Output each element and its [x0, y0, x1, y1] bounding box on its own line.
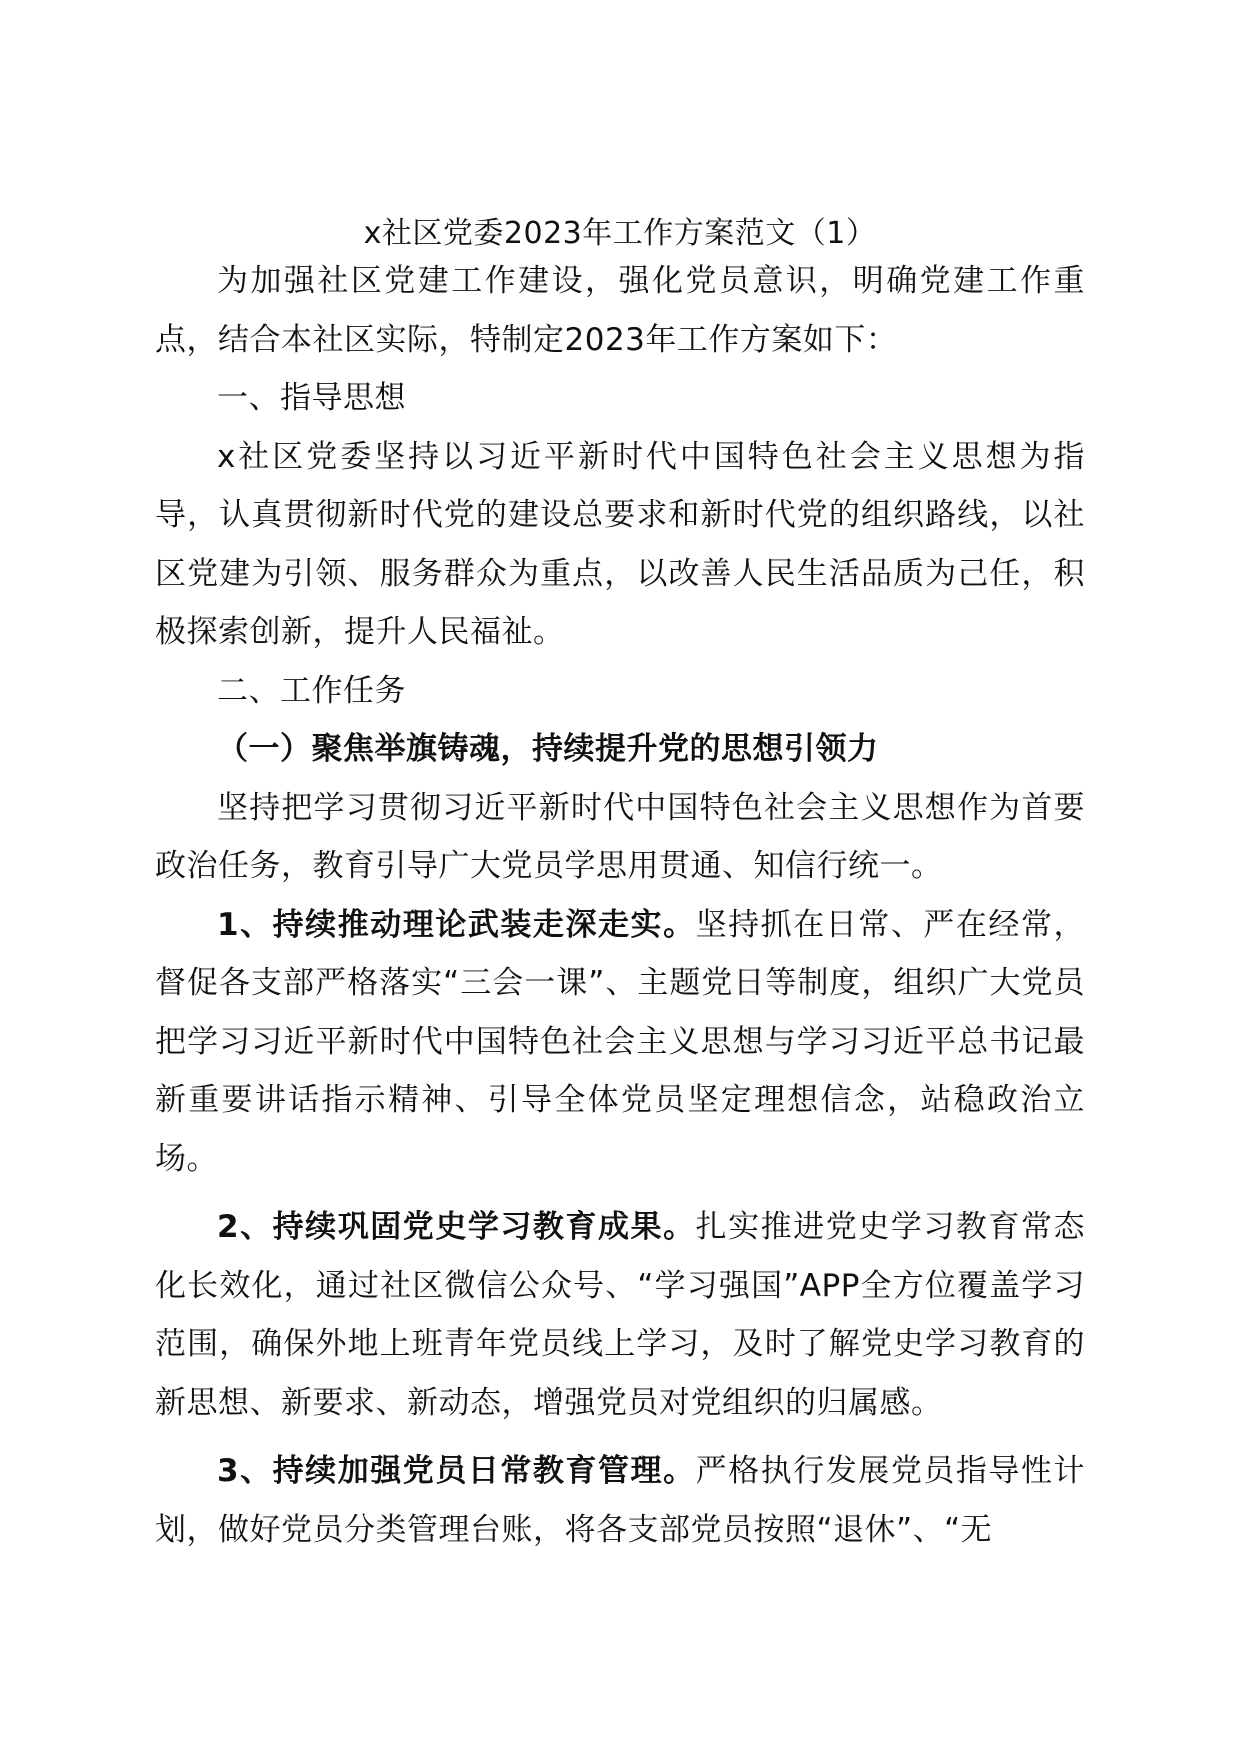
task-item-3-title: 3、持续加强党员日常教育管理。	[217, 1453, 696, 1489]
task-item-1-title: 1、持续推动理论武装走深走实。	[217, 906, 696, 943]
document-body	[155, 252, 1085, 1559]
guiding-thought-paragraph: x社区党委坚持以习近平新时代中国特色社会主义思想为指导，认真贯彻新时代党的建设总要求和新时代党的组织路线，以社区党建为引领、服务群众为重点，以改善人民生活品质为己任，积极探索创新，提升人民福祉。	[155, 438, 1085, 650]
task-item-3-text: 严格执行发展党员指导性计划，做好党员分类管理台账，将各支部党员按照“退休”、“无	[155, 1453, 1085, 1548]
task-item-1-text: 坚持抓在日常、严在经常，督促各支部严格落实“三会一课”、主题党日等制度，组织广大党员把学习习近平新时代中国特色社会主义思想与学习习近平总书记最新重要讲话指示精神、引导全体党员坚定理想信念，站稳政治立场。	[155, 906, 1085, 1177]
subsection-heading-1: （一）聚焦举旗铸魂，持续提升党的思想引领力	[217, 731, 879, 767]
task-item-1	[155, 896, 1085, 1189]
intro-paragraph: 为加强社区党建工作建设，强化党员意识，明确党建工作重点，结合本社区实际，特制定2023年工作方案如下：	[155, 263, 1085, 358]
task-item-3	[155, 1442, 1085, 1559]
section-heading-guiding-thought: 一、指导思想	[217, 380, 406, 416]
section-heading-work-tasks: 二、工作任务	[217, 672, 406, 709]
document-title: x社区党委2023年工作方案范文（1）	[363, 216, 877, 251]
task-item-2	[155, 1198, 1085, 1432]
subsection-1-paragraph: 坚持把学习贯彻习近平新时代中国特色社会主义思想作为首要政治任务，教育引导广大党员学思用贯通、知信行统一。	[155, 789, 1085, 884]
task-item-2-text: 扎实推进党史学习教育常态化长效化，通过社区微信公众号、“学习强国”APP全方位覆盖学习范围，确保外地上班青年党员线上学习，及时了解党史学习教育的新思想、新要求、新动态，增强党员对党组织的归属感。	[155, 1209, 1085, 1421]
task-item-2-title: 2、持续巩固党史学习教育成果。	[217, 1209, 696, 1245]
